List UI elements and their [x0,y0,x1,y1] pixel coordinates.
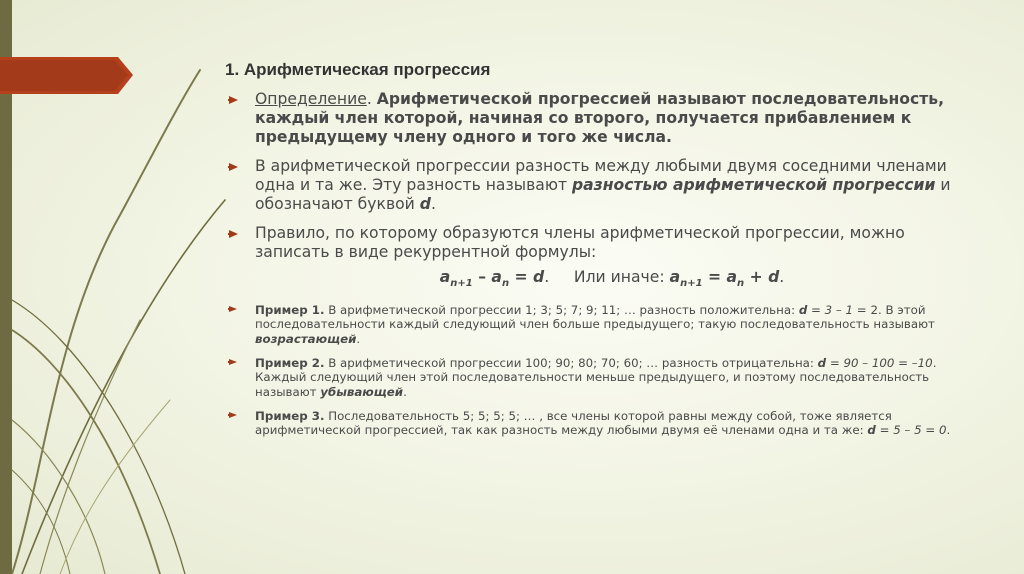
definition-label: Определение [255,90,367,108]
arrow-bullet-icon [229,230,238,238]
definition-dot: . [366,90,377,108]
example-label: Пример 3. [255,408,325,423]
example-3: Пример 3. Последовательность 5; 5; 5; 5; … , все члены которой равны между собой, тоже является арифметической прогрессией, так как разность между любыми двумя её членами одна и та же: d = 5 – 5 = 0. [229,409,969,438]
arrow-bullet-icon [229,96,238,104]
example-2: Пример 2. В арифметической прогрессии 100; 90; 80; 70; 60; … разность отрицательна: d = 90 – 100 = –10. Каждый следующий член этой последовательности меньше предыдущего, и поэтому последовательность называют убывающей. [229,356,969,399]
difference-letter: d [419,195,431,213]
rule-paragraph [229,224,969,262]
definition-paragraph [229,90,969,147]
difference-end: . [430,195,436,213]
difference-text-2: и обозначают буквой [255,176,951,213]
example-label: Пример 2. [255,356,325,370]
difference-text-1: В арифметической прогрессии разность между любыми двумя соседними членами одна и та же. Эту разность называют [255,157,947,194]
example-label: Пример 1. [255,303,325,318]
arrow-bullet-icon [229,359,237,365]
slide-content [229,90,969,447]
arrow-bullet-icon [229,306,237,312]
example-1: Пример 1. В арифметической прогрессии 1; 3; 5; 7; 9; 11; … разность положительна: d = 3 – 1 = 2. В этой последовательности каждый следующий член больше предыдущего; такую последовательность называют возрастающей. [229,303,969,346]
arrow-bullet-icon [229,163,238,171]
slide-title: 1. Арифметическая прогрессия [225,60,491,79]
title-accent-banner [0,0,136,120]
definition-text: Арифметической прогрессией называют последовательность, каждый член которой, начиная со второго, получается прибавлением к предыдущему члену одного и того же числа. [255,90,945,146]
difference-paragraph [229,157,969,214]
arrow-bullet-icon [229,412,237,418]
difference-term: разностью арифметической прогрессии [571,176,936,194]
recurrence-formula: $a_{n+1} - a_n = d$. Или иначе: $a_{n+1} = a_n + d$. [439,268,785,290]
rule-text: Правило, по которому образуются члены арифметической прогрессии, можно записать в виде рекуррентной формулы: [255,224,905,261]
